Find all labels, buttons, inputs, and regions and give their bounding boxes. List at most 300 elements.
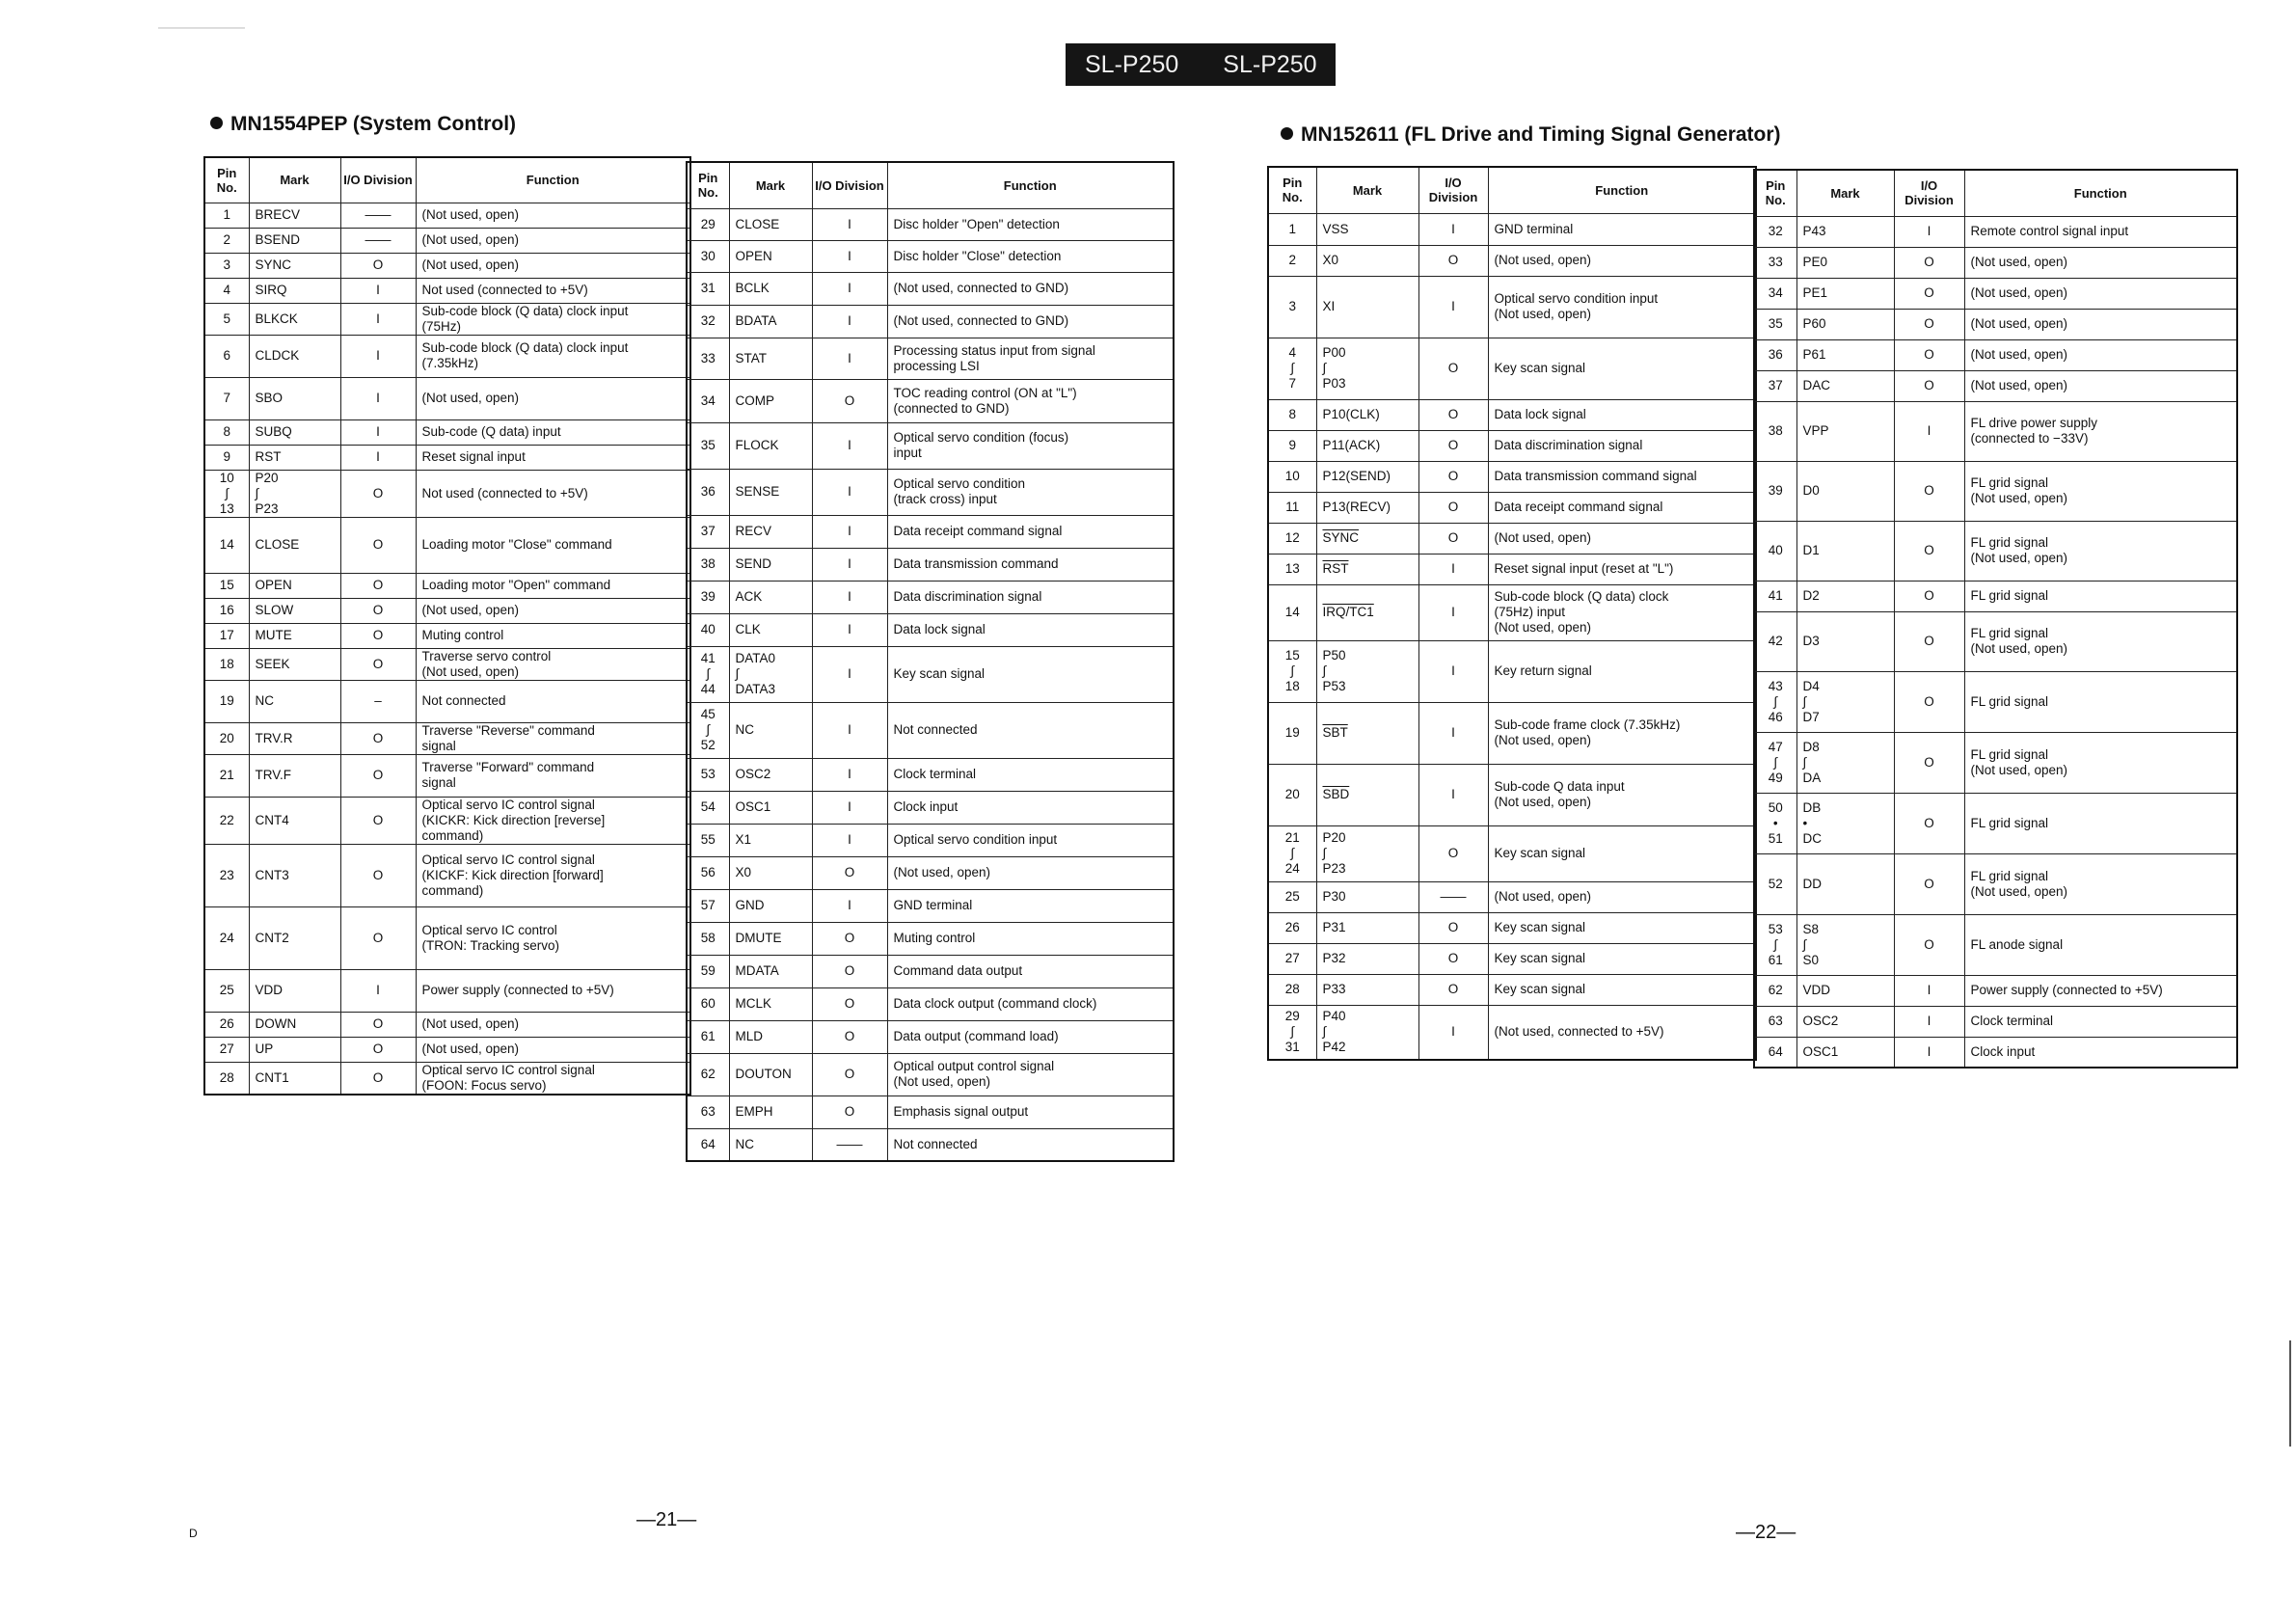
pin-cell: 53 ∫ 61 <box>1754 914 1796 975</box>
io-cell: I <box>812 791 887 824</box>
io-cell: O <box>340 906 416 969</box>
io-cell: O <box>1894 671 1964 732</box>
pin-table-fl-drive-1 <box>1267 166 1757 1061</box>
header-function: Function <box>416 157 690 203</box>
function-cell: Disc holder "Close" detection <box>887 240 1174 272</box>
mark-cell: BDATA <box>729 305 812 338</box>
io-cell: O <box>812 379 887 422</box>
mark-cell: P32 <box>1316 943 1418 974</box>
mark-cell: CLDCK <box>249 335 340 377</box>
io-cell: I <box>1418 764 1488 825</box>
io-cell: —— <box>812 1128 887 1161</box>
function-cell: Loading motor "Close" command <box>416 517 690 573</box>
table-row <box>687 338 1174 379</box>
function-cell: FL grid signal <box>1964 793 2237 853</box>
table-row <box>1268 276 1756 338</box>
table-row <box>1268 825 1756 881</box>
pin-cell: 20 <box>1268 764 1316 825</box>
header-mark: Mark <box>1316 167 1418 213</box>
mark-cell: SIRQ <box>249 278 340 303</box>
io-cell: I <box>812 758 887 791</box>
function-cell: (Not used, open) <box>1488 881 1756 912</box>
table-row <box>204 623 690 648</box>
function-cell: FL grid signal <box>1964 581 2237 611</box>
pin-cell: 15 ∫ 18 <box>1268 640 1316 702</box>
pin-cell: 38 <box>687 548 729 581</box>
mark-cell: P31 <box>1316 912 1418 943</box>
pin-cell: 8 <box>204 419 249 445</box>
mark-cell: P61 <box>1796 339 1894 370</box>
function-cell: Data lock signal <box>1488 399 1756 430</box>
io-cell: O <box>340 1062 416 1095</box>
mark-cell: FLOCK <box>729 422 812 469</box>
io-cell: I <box>1894 1037 1964 1068</box>
io-cell: O <box>1418 430 1488 461</box>
table-row <box>1268 492 1756 523</box>
mark-cell: CLOSE <box>729 208 812 240</box>
function-cell: Optical servo condition input (Not used, open) <box>1488 276 1756 338</box>
pin-cell: 36 <box>687 469 729 515</box>
io-cell: I <box>812 824 887 856</box>
mark-cell: S8 ∫ S0 <box>1796 914 1894 975</box>
function-cell: (Not used, open) <box>887 856 1174 889</box>
table-row <box>204 517 690 573</box>
mark-cell: VDD <box>1796 975 1894 1006</box>
function-cell: Traverse "Reverse" command signal <box>416 722 690 754</box>
pin-cell: 21 ∫ 24 <box>1268 825 1316 881</box>
io-cell: —— <box>1418 881 1488 912</box>
table-row <box>204 573 690 598</box>
pin-cell: 64 <box>1754 1037 1796 1068</box>
model-badge <box>1066 43 1336 86</box>
mark-cell: P12(SEND) <box>1316 461 1418 492</box>
pin-cell: 41 <box>1754 581 1796 611</box>
table-row <box>1754 914 2237 975</box>
mark-cell: PE0 <box>1796 247 1894 278</box>
table-row <box>1268 245 1756 276</box>
mark-cell: OPEN <box>249 573 340 598</box>
pin-cell: 27 <box>1268 943 1316 974</box>
io-cell: I <box>812 646 887 702</box>
table-row <box>204 377 690 419</box>
mark-cell: SEND <box>729 548 812 581</box>
io-cell: I <box>340 278 416 303</box>
function-cell: FL grid signal (Not used, open) <box>1964 521 2237 581</box>
io-cell: I <box>1894 216 1964 247</box>
pin-cell: 60 <box>687 987 729 1020</box>
pin-cell: 58 <box>687 922 729 955</box>
mark-cell: SBO <box>249 377 340 419</box>
table-row <box>1754 401 2237 461</box>
page-number-left: —21— <box>636 1509 697 1530</box>
pin-cell: 34 <box>1754 278 1796 309</box>
pin-cell: 54 <box>687 791 729 824</box>
io-cell: O <box>340 517 416 573</box>
io-cell: I <box>812 613 887 646</box>
function-cell: Optical servo IC control signal (KICKF: Kick direction [forward] command) <box>416 844 690 906</box>
pin-cell: 35 <box>1754 309 1796 339</box>
mark-cell: $\overline{SBD}$ <box>1316 764 1418 825</box>
function-cell: Processing status input from signal processing LSI <box>887 338 1174 379</box>
io-cell: I <box>812 702 887 758</box>
table-row <box>1268 640 1756 702</box>
mark-cell: TRV.F <box>249 754 340 797</box>
pin-cell: 28 <box>204 1062 249 1095</box>
pin-cell: 35 <box>687 422 729 469</box>
io-cell: O <box>812 1053 887 1096</box>
function-cell: (Not used, open) <box>1964 309 2237 339</box>
function-cell: (Not used, open) <box>1964 339 2237 370</box>
table-row <box>204 470 690 517</box>
table-row <box>204 278 690 303</box>
pin-cell: 63 <box>1754 1006 1796 1037</box>
pin-cell: 28 <box>1268 974 1316 1005</box>
function-cell: Sub-code frame clock (7.35kHz) (Not used, open) <box>1488 702 1756 764</box>
io-cell: O <box>1894 521 1964 581</box>
table-row <box>1754 247 2237 278</box>
table-row <box>204 1062 690 1095</box>
io-cell: O <box>340 470 416 517</box>
pin-cell: 50 • 51 <box>1754 793 1796 853</box>
function-cell: Data transmission command signal <box>1488 461 1756 492</box>
mark-cell: MDATA <box>729 955 812 987</box>
function-cell: Sub-code block (Q data) clock (75Hz) input (Not used, open) <box>1488 584 1756 640</box>
table-header-row <box>1754 170 2237 216</box>
pin-table-system-control-2 <box>686 161 1175 1162</box>
mark-cell: CNT2 <box>249 906 340 969</box>
pin-cell: 37 <box>687 515 729 548</box>
mark-cell: VSS <box>1316 213 1418 245</box>
pin-cell: 2 <box>1268 245 1316 276</box>
pin-cell: 23 <box>204 844 249 906</box>
mark-cell: P20 ∫ P23 <box>1316 825 1418 881</box>
pin-cell: 1 <box>1268 213 1316 245</box>
mark-cell: D3 <box>1796 611 1894 671</box>
mark-cell: OSC1 <box>1796 1037 1894 1068</box>
mark-cell: OSC2 <box>1796 1006 1894 1037</box>
table-row <box>1754 732 2237 793</box>
io-cell: O <box>812 922 887 955</box>
mark-cell: P00 ∫ P03 <box>1316 338 1418 399</box>
table-row <box>204 680 690 722</box>
mark-cell: TRV.R <box>249 722 340 754</box>
pin-cell: 56 <box>687 856 729 889</box>
mark-cell: SYNC <box>249 253 340 278</box>
function-cell: (Not used, connected to +5V) <box>1488 1005 1756 1060</box>
mark-cell: P10(CLK) <box>1316 399 1418 430</box>
pin-cell: 29 ∫ 31 <box>1268 1005 1316 1060</box>
table-row <box>687 548 1174 581</box>
mark-cell: X0 <box>729 856 812 889</box>
pin-cell: 34 <box>687 379 729 422</box>
pin-cell: 3 <box>1268 276 1316 338</box>
pin-cell: 59 <box>687 955 729 987</box>
io-cell: I <box>1894 1006 1964 1037</box>
header-function: Function <box>887 162 1174 208</box>
mark-cell: EMPH <box>729 1096 812 1128</box>
io-cell: O <box>1894 914 1964 975</box>
table-row <box>1754 278 2237 309</box>
mark-cell: CNT1 <box>249 1062 340 1095</box>
io-cell: I <box>340 969 416 1012</box>
io-cell: O <box>1894 370 1964 401</box>
function-cell: Data transmission command <box>887 548 1174 581</box>
table-header-row <box>1268 167 1756 213</box>
table-row <box>204 203 690 228</box>
mark-cell: DOWN <box>249 1012 340 1037</box>
header-function: Function <box>1964 170 2237 216</box>
io-cell: – <box>340 680 416 722</box>
table-row <box>687 702 1174 758</box>
function-cell: (Not used, open) <box>1488 523 1756 554</box>
function-cell: Remote control signal input <box>1964 216 2237 247</box>
table-row <box>687 240 1174 272</box>
header-io: I/O Division <box>812 162 887 208</box>
mark-cell: PE1 <box>1796 278 1894 309</box>
pin-table-system-control-1 <box>203 156 691 1096</box>
function-cell: Key scan signal <box>1488 825 1756 881</box>
model-label-2: SL-P250 <box>1223 50 1317 78</box>
function-cell: (Not used, open) <box>416 228 690 253</box>
table-row <box>204 797 690 844</box>
table-row <box>687 791 1174 824</box>
mark-cell: BRECV <box>249 203 340 228</box>
mark-cell: OPEN <box>729 240 812 272</box>
io-cell: —— <box>340 203 416 228</box>
pin-cell: 9 <box>204 445 249 470</box>
function-cell: (Not used, open) <box>416 203 690 228</box>
mark-cell: P30 <box>1316 881 1418 912</box>
io-cell: I <box>1418 640 1488 702</box>
function-cell: Emphasis signal output <box>887 1096 1174 1128</box>
mark-cell: DMUTE <box>729 922 812 955</box>
mark-cell: OSC2 <box>729 758 812 791</box>
table-row <box>1268 399 1756 430</box>
pin-cell: 19 <box>1268 702 1316 764</box>
table-row <box>1754 1037 2237 1068</box>
function-cell: Data discrimination signal <box>887 581 1174 613</box>
mark-cell: UP <box>249 1037 340 1062</box>
function-cell: Key scan signal <box>887 646 1174 702</box>
pin-cell: 39 <box>1754 461 1796 521</box>
table-row <box>1754 309 2237 339</box>
header-pin: Pin No. <box>204 157 249 203</box>
header-io: I/O Division <box>1894 170 1964 216</box>
io-cell: I <box>1418 554 1488 584</box>
table-row <box>1268 430 1756 461</box>
header-mark: Mark <box>249 157 340 203</box>
io-cell: O <box>812 1020 887 1053</box>
io-cell: O <box>1418 974 1488 1005</box>
mark-cell: P50 ∫ P53 <box>1316 640 1418 702</box>
mark-cell: D2 <box>1796 581 1894 611</box>
mark-cell: ACK <box>729 581 812 613</box>
table-row <box>204 648 690 680</box>
header-function: Function <box>1488 167 1756 213</box>
io-cell: O <box>1894 793 1964 853</box>
io-cell: O <box>340 1037 416 1062</box>
function-cell: Clock input <box>887 791 1174 824</box>
table-row <box>687 824 1174 856</box>
mark-cell: SLOW <box>249 598 340 623</box>
function-cell: Loading motor "Open" command <box>416 573 690 598</box>
table-row <box>204 303 690 335</box>
mark-cell: MLD <box>729 1020 812 1053</box>
io-cell: O <box>1894 309 1964 339</box>
function-cell: (Not used, open) <box>416 377 690 419</box>
function-cell: Traverse "Forward" command signal <box>416 754 690 797</box>
pin-cell: 31 <box>687 272 729 305</box>
function-cell: Optical servo condition (focus) input <box>887 422 1174 469</box>
table-row <box>204 419 690 445</box>
mark-cell: SEEK <box>249 648 340 680</box>
mark-cell: D1 <box>1796 521 1894 581</box>
function-cell: Not connected <box>416 680 690 722</box>
pin-cell: 41 ∫ 44 <box>687 646 729 702</box>
io-cell: O <box>340 598 416 623</box>
io-cell: O <box>340 648 416 680</box>
pin-cell: 10 ∫ 13 <box>204 470 249 517</box>
pin-cell: 55 <box>687 824 729 856</box>
function-cell: Optical servo IC control (TRON: Tracking servo) <box>416 906 690 969</box>
io-cell: I <box>340 445 416 470</box>
table-row <box>1754 853 2237 914</box>
pin-cell: 47 ∫ 49 <box>1754 732 1796 793</box>
pin-cell: 15 <box>204 573 249 598</box>
function-cell: (Not used, open) <box>1964 278 2237 309</box>
pin-cell: 62 <box>1754 975 1796 1006</box>
io-cell: O <box>340 623 416 648</box>
table-row <box>687 469 1174 515</box>
table-row <box>687 646 1174 702</box>
pin-cell: 62 <box>687 1053 729 1096</box>
function-cell: Optical output control signal (Not used, open) <box>887 1053 1174 1096</box>
io-cell: I <box>812 469 887 515</box>
io-cell: O <box>812 955 887 987</box>
function-cell: Clock input <box>1964 1037 2237 1068</box>
mark-cell: OSC1 <box>729 791 812 824</box>
table-row <box>687 422 1174 469</box>
io-cell: I <box>1418 702 1488 764</box>
io-cell: O <box>1894 581 1964 611</box>
pin-cell: 20 <box>204 722 249 754</box>
io-cell: O <box>340 722 416 754</box>
function-cell: Key return signal <box>1488 640 1756 702</box>
io-cell: O <box>1418 523 1488 554</box>
header-mark: Mark <box>1796 170 1894 216</box>
function-cell: Reset signal input (reset at "L") <box>1488 554 1756 584</box>
function-cell: Clock terminal <box>887 758 1174 791</box>
function-cell: FL drive power supply (connected to −33V) <box>1964 401 2237 461</box>
function-cell: (Not used, open) <box>1964 247 2237 278</box>
pin-cell: 45 ∫ 52 <box>687 702 729 758</box>
function-cell: Data output (command load) <box>887 1020 1174 1053</box>
mark-cell: P20 ∫ P23 <box>249 470 340 517</box>
pin-cell: 64 <box>687 1128 729 1161</box>
mark-cell: BLKCK <box>249 303 340 335</box>
io-cell: O <box>1894 461 1964 521</box>
io-cell: I <box>812 208 887 240</box>
function-cell: FL anode signal <box>1964 914 2237 975</box>
pin-table-fl-drive-2 <box>1753 169 2238 1068</box>
table-row <box>204 598 690 623</box>
mark-cell: DAC <box>1796 370 1894 401</box>
pin-cell: 13 <box>1268 554 1316 584</box>
table-row <box>1754 216 2237 247</box>
pin-cell: 25 <box>1268 881 1316 912</box>
function-cell: FL grid signal (Not used, open) <box>1964 461 2237 521</box>
io-cell: I <box>1418 584 1488 640</box>
table-row <box>204 253 690 278</box>
table-row <box>687 987 1174 1020</box>
corner-mark: D <box>189 1527 198 1540</box>
function-cell: Data clock output (command clock) <box>887 987 1174 1020</box>
pin-cell: 4 <box>204 278 249 303</box>
pin-cell: 61 <box>687 1020 729 1053</box>
table-row <box>204 754 690 797</box>
table-row <box>1268 338 1756 399</box>
table-row <box>687 581 1174 613</box>
mark-cell: CLOSE <box>249 517 340 573</box>
bullet-icon <box>1281 127 1293 140</box>
mark-cell: CLK <box>729 613 812 646</box>
table-row <box>1268 584 1756 640</box>
function-cell: Data receipt command signal <box>887 515 1174 548</box>
table-row <box>1268 974 1756 1005</box>
io-cell: O <box>340 844 416 906</box>
table-row <box>687 889 1174 922</box>
table-row <box>204 1037 690 1062</box>
table-row <box>1268 912 1756 943</box>
function-cell: Data discrimination signal <box>1488 430 1756 461</box>
io-cell: I <box>1894 975 1964 1006</box>
table-row <box>204 844 690 906</box>
io-cell: I <box>1418 1005 1488 1060</box>
function-cell: GND terminal <box>1488 213 1756 245</box>
function-cell: FL grid signal (Not used, open) <box>1964 732 2237 793</box>
function-cell: GND terminal <box>887 889 1174 922</box>
mark-cell: D4 ∫ D7 <box>1796 671 1894 732</box>
table-row <box>1754 611 2237 671</box>
mark-cell: P60 <box>1796 309 1894 339</box>
pin-cell: 57 <box>687 889 729 922</box>
pin-cell: 7 <box>204 377 249 419</box>
io-cell: O <box>1418 245 1488 276</box>
io-cell: I <box>812 338 887 379</box>
mark-cell: NC <box>729 1128 812 1161</box>
section-title-fl-drive: MN152611 (FL Drive and Timing Signal Generator) <box>1281 123 1781 147</box>
pin-cell: 42 <box>1754 611 1796 671</box>
model-label-1: SL-P250 <box>1085 50 1179 78</box>
io-cell: I <box>812 272 887 305</box>
table-row <box>204 906 690 969</box>
table-row <box>1754 461 2237 521</box>
io-cell: O <box>340 253 416 278</box>
pin-cell: 6 <box>204 335 249 377</box>
table-row <box>1268 764 1756 825</box>
bullet-icon <box>210 117 223 129</box>
io-cell: I <box>1418 213 1488 245</box>
function-cell: TOC reading control (ON at "L") (connected to GND) <box>887 379 1174 422</box>
mark-cell: X0 <box>1316 245 1418 276</box>
mark-cell: DOUTON <box>729 1053 812 1096</box>
pin-cell: 19 <box>204 680 249 722</box>
function-cell: FL grid signal (Not used, open) <box>1964 853 2237 914</box>
mark-cell: DB • DC <box>1796 793 1894 853</box>
mark-cell: RST <box>249 445 340 470</box>
pin-cell: 26 <box>1268 912 1316 943</box>
function-cell: Sub-code block (Q data) clock input (75Hz) <box>416 303 690 335</box>
